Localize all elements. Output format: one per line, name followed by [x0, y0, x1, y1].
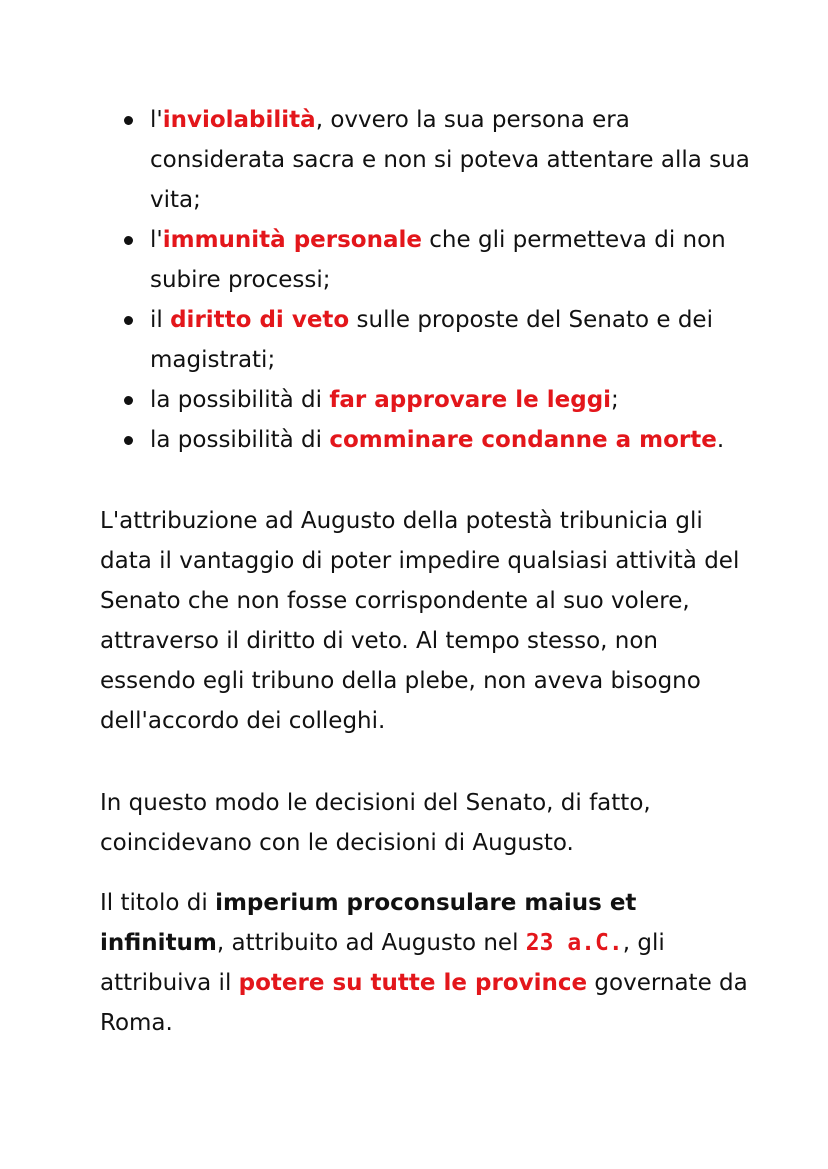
item-text: la possibilità di	[150, 387, 330, 413]
para-text: Il titolo di	[100, 890, 216, 916]
item-highlight: inviolabilità	[162, 107, 316, 133]
paragraph-tribunicia: L'attribuzione ad Augusto della potestà tribunicia gli data il vantaggio di poter impedire qualsiasi attività del Senato che non fosse corrispondente al suo volere, attraverso il diritto di veto. Al tempo stesso, non essendo egli tribuno della plebe, non aveva bisogno dell'accordo dei colleghi.	[100, 508, 740, 734]
para-text: , gli attribuiva il	[100, 930, 665, 996]
item-highlight: comminare condanne a morte	[329, 427, 717, 453]
item-text: il	[150, 307, 171, 333]
item-text: l'	[150, 107, 163, 133]
list-item	[150, 380, 750, 420]
bullet-list	[150, 100, 750, 460]
item-text: .	[716, 427, 725, 453]
item-text: la possibilità di	[150, 427, 330, 453]
item-text: ;	[611, 387, 619, 413]
highlight-term: potere su tutte le province	[238, 970, 588, 996]
item-highlight: far approvare le leggi	[329, 387, 612, 413]
para-text: governate da Roma.	[100, 970, 748, 1036]
list-item	[150, 420, 750, 460]
item-highlight: immunità personale	[162, 227, 422, 253]
item-text: sulle proposte del Senato e dei magistrati;	[150, 307, 713, 373]
item-text: , ovvero la sua persona era considerata sacra e non si poteva attentare alla sua vita;	[150, 107, 750, 213]
paragraph-senato: In questo modo le decisioni del Senato, di fatto, coincidevano con le decisioni di Augusto.	[100, 790, 651, 856]
item-text: l'	[150, 227, 163, 253]
list-item	[150, 300, 750, 380]
list-item	[150, 100, 750, 220]
bold-term: imperium proconsulare maius et infinitum	[100, 890, 637, 956]
para-text: , attribuito ad Augusto nel	[216, 930, 526, 956]
item-highlight: diritto di veto	[170, 307, 350, 333]
highlight-year: 23 a.C.	[525, 930, 623, 956]
list-item	[150, 220, 750, 300]
paragraph-imperium	[100, 883, 760, 1043]
item-text: che gli permetteva di non subire processi;	[150, 227, 726, 293]
